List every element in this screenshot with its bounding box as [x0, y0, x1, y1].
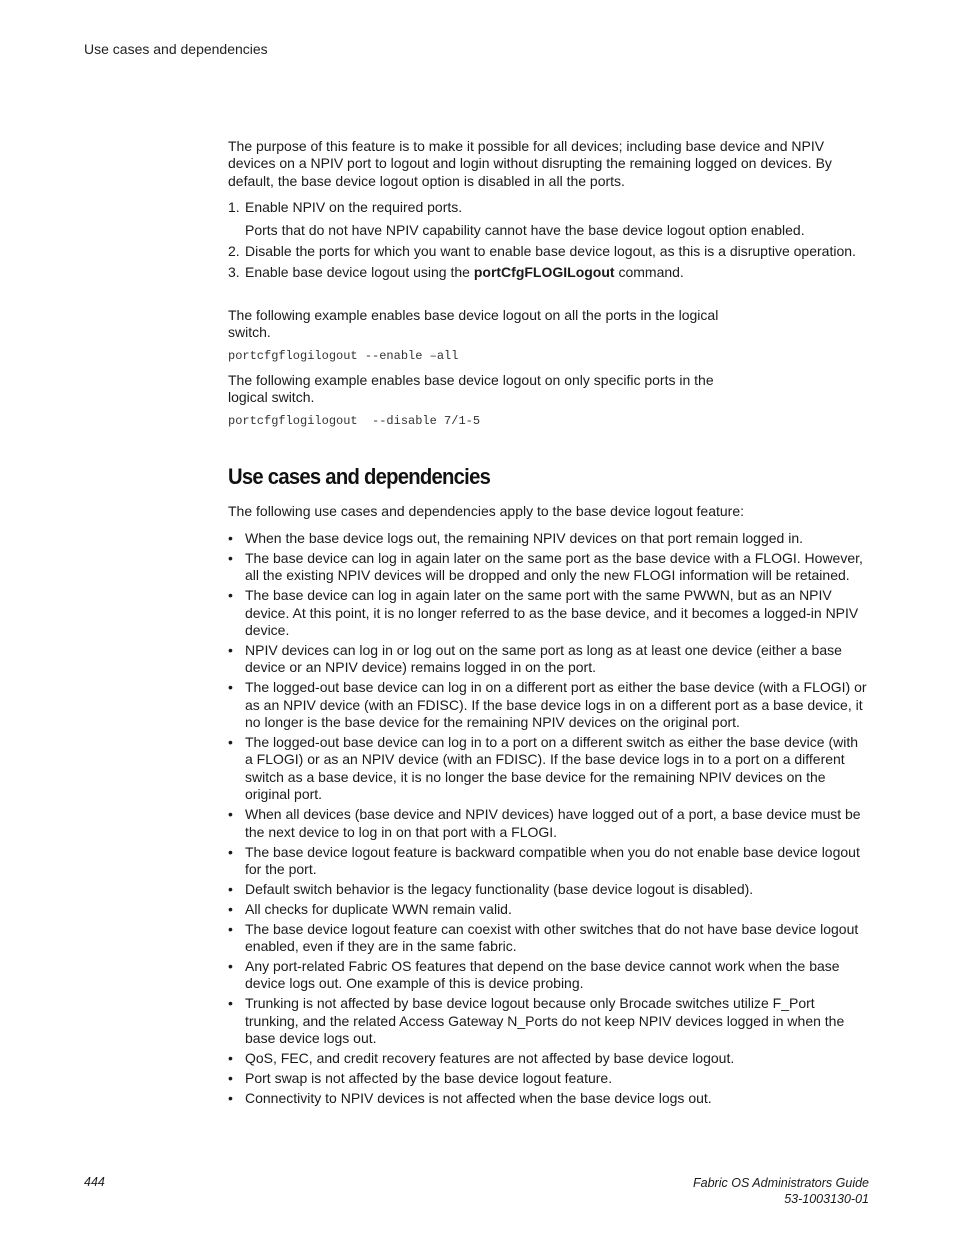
- list-item-text: Port swap is not affected by the base device logout feature.: [245, 1069, 613, 1086]
- list-item: [228, 1070, 868, 1087]
- main-content: [228, 138, 868, 1110]
- running-header: Use cases and dependencies: [84, 41, 268, 57]
- list-item: [228, 901, 868, 918]
- procedure-steps: [228, 199, 868, 282]
- example-description: The following example enables base device logout on all the ports in the logical switch.: [228, 306, 719, 341]
- list-item-text: The base device can log in again later on the same port with the same PWWN, but as an NPIV device. At this point, it is no longer referred to as the base device, and it becomes a logged-in NPIV device.: [245, 587, 859, 639]
- list-item: [228, 679, 868, 731]
- list-item: [228, 958, 868, 993]
- bullet-glyph: •: [228, 734, 233, 751]
- list-item: [228, 550, 868, 585]
- step-text: [245, 264, 684, 281]
- list-item: [228, 587, 868, 639]
- bullet-glyph: •: [228, 587, 233, 604]
- step-item: [228, 243, 868, 260]
- list-item: [228, 642, 868, 677]
- step-item: [228, 264, 868, 281]
- list-item: [228, 530, 868, 547]
- section-heading: Use cases and dependencies: [228, 464, 491, 490]
- bullet-glyph: •: [228, 530, 233, 547]
- command-name: portCfgFLOGILogout: [473, 264, 615, 281]
- list-item: [228, 1050, 868, 1067]
- example-description: The following example enables base device logout on only specific ports in the logical switch.: [228, 372, 714, 406]
- list-item-text: Default switch behavior is the legacy functionality (base device logout is disabled).: [245, 880, 754, 897]
- list-item-text: When all devices (base device and NPIV devices) have logged out of a port, a base device must be the next device to log in on that port with a FLOGI.: [245, 806, 861, 840]
- code-example: portcfgflogilogout --enable –all: [228, 348, 459, 363]
- list-item: [228, 1090, 868, 1107]
- page-number: 444: [84, 1175, 105, 1189]
- step-text-after: command.: [614, 264, 684, 281]
- doc-number: 53-1003130-01: [784, 1192, 869, 1206]
- bullet-glyph: •: [228, 957, 233, 974]
- intro-paragraph: The purpose of this feature is to make it possible for all devices; including base device and NPIV devices on a NPIV port to logout and login without disrupting the remaining logged on devices. By default, the base device logout option is disabled in all the ports.: [228, 138, 832, 189]
- step-text-before: Enable base device logout using the: [245, 264, 474, 281]
- list-item: [228, 844, 868, 879]
- list-item: [228, 806, 868, 841]
- bullet-glyph: •: [228, 1069, 233, 1086]
- bullet-glyph: •: [228, 900, 233, 917]
- list-item-text: NPIV devices can log in or log out on the same port as long as at least one device (either a base device or an NPIV device) remains logged in on the port.: [245, 642, 842, 676]
- bullet-glyph: •: [228, 843, 233, 860]
- step-text: Disable the ports for which you want to enable base device logout, as this is a disruptive operation.: [245, 243, 856, 260]
- step-note: Ports that do not have NPIV capability cannot have the base device logout option enabled.: [245, 221, 805, 238]
- step-number: 3.: [228, 264, 240, 281]
- bullet-glyph: •: [228, 1049, 233, 1066]
- list-item-text: The logged-out base device can log in to a port on a different switch as either the base device (with a FLOGI) or as an NPIV device (with an FDISC). If the base device logs in to a port on a different switch as a base device, it is no longer the base device for the remaining NPIV devices on the original port.: [245, 734, 858, 803]
- list-item-text: The base device can log in again later on the same port as the base device with a FLOGI. However, all the existing NPIV devices will be dropped and only the new FLOGI information will be retained.: [245, 550, 863, 584]
- step-item: [228, 199, 868, 239]
- dependency-list: [228, 530, 868, 1107]
- step-number: 2.: [228, 243, 240, 260]
- step-text: Enable NPIV on the required ports.: [245, 199, 463, 216]
- step-number: 1.: [228, 199, 240, 216]
- list-item-text: The base device logout feature can coexist with other switches that do not have base device logout enabled, even if they are in the same fabric.: [245, 920, 859, 955]
- list-item-text: When the base device logs out, the remaining NPIV devices on that port remain logged in.: [245, 530, 803, 547]
- list-item: [228, 881, 868, 898]
- bullet-glyph: •: [228, 642, 233, 659]
- list-item-text: Trunking is not affected by base device logout because only Brocade switches utilize F_Port trunking, and the related Access Gateway N_Ports do not keep NPIV devices logged in when the base device logs out.: [245, 995, 845, 1047]
- bullet-glyph: •: [228, 920, 233, 937]
- list-item-text: All checks for duplicate WWN remain valid.: [245, 900, 512, 917]
- code-example: portcfgflogilogout --disable 7/1-5: [228, 413, 481, 428]
- list-item-text: The base device logout feature is backward compatible when you do not enable base device logout for the port.: [245, 843, 860, 877]
- list-item-text: Connectivity to NPIV devices is not affected when the base device logs out.: [245, 1089, 712, 1106]
- list-item: [228, 734, 868, 804]
- bullet-glyph: •: [228, 880, 233, 897]
- bullet-glyph: •: [228, 679, 233, 696]
- list-item-text: The logged-out base device can log in on a different port as either the base device (with a FLOGI) or as an NPIV device (with an FDISC). If the base device logs in on a different port as a base device, it no longer is the base device for the remaining NPIV devices on the original port.: [245, 679, 867, 731]
- guide-title: Fabric OS Administrators Guide: [693, 1176, 869, 1190]
- section-intro: The following use cases and dependencies apply to the base device logout feature:: [228, 502, 745, 519]
- list-item-text: QoS, FEC, and credit recovery features are not affected by base device logout.: [245, 1049, 735, 1066]
- bullet-glyph: •: [228, 806, 233, 823]
- list-item: [228, 921, 868, 956]
- bullet-glyph: •: [228, 550, 233, 566]
- bullet-glyph: •: [228, 1089, 233, 1106]
- footer-doc-info: [693, 1175, 869, 1207]
- bullet-glyph: •: [228, 995, 233, 1012]
- list-item-text: Any port-related Fabric OS features that depend on the base device cannot work when the base device logs out. One example of this is device probing.: [245, 957, 840, 992]
- list-item: [228, 995, 868, 1047]
